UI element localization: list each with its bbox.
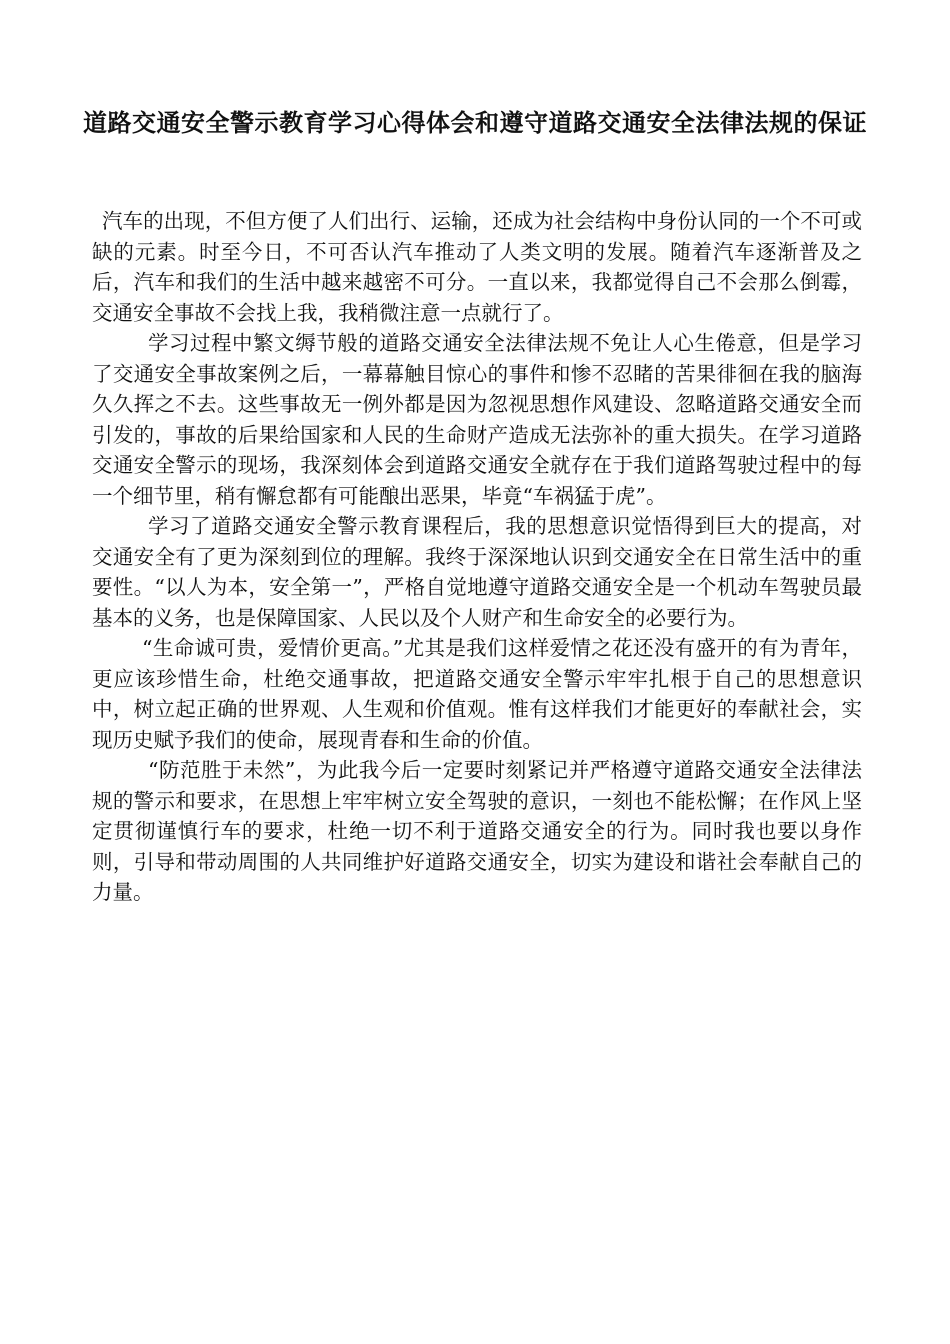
paragraph-4: “生命诚可贵，爱情价更高。”尤其是我们这样爱情之花还没有盛开的有为青年，更应该珍惜生命，杜绝交通事故，把道路交通安全警示牢牢扎根于自己的思想意识中，树立起正确的世界观、人生观和价值观。惟有这样我们才能更好的奉献社会，实现历史赋予我们的使命，展现青春和生命的价值。 <box>92 636 862 752</box>
paragraph-5: “防范胜于未然”，为此我今后一定要时刻紧记并严格遵守道路交通安全法律法规的警示和要求，在思想上牢牢树立安全驾驶的意识，一刻也不能松懈；在作风上坚定贯彻谨慎行车的要求，杜绝一切不利于道路交通安全的行为。同时我也要以身作则，引导和带动周围的人共同维护好道路交通安全，切实为建设和谐社会奉献自己的力量。 <box>92 758 862 904</box>
paragraph-1: 汽车的出现，不但方便了人们出行、运输，还成为社会结构中身份认同的一个不可或缺的元素。时至今日，不可否认汽车推动了人类文明的发展。随着汽车逐渐普及之后，汽车和我们的生活中越来越密不可分。一直以来，我都觉得自己不会那么倒霉，交通安全事故不会找上我，我稍微注意一点就行了。 <box>92 209 862 325</box>
paragraph-3: 学习了道路交通安全警示教育课程后，我的思想意识觉悟得到巨大的提高，对交通安全有了更为深刻到位的理解。我终于深深地认识到交通安全在日常生活中的重要性。“以人为本，安全第一”，严格自觉地遵守道路交通安全是一个机动车驾驶员最基本的义务，也是保障国家、人民以及个人财产和生命安全的必要行为。 <box>92 514 862 630</box>
paragraph-2: 学习过程中繁文缛节般的道路交通安全法律法规不免让人心生倦意，但是学习了交通安全事故案例之后，一幕幕触目惊心的事件和惨不忍睹的苦果徘徊在我的脑海久久挥之不去。这些事故无一例外都是因为忽视思想作风建设、忽略道路交通安全而引发的，事故的后果给国家和人民的生命财产造成无法弥补的重大损失。在学习道路交通安全警示的现场，我深刻体会到道路交通安全就存在于我们道路驾驶过程中的每一个细节里，稍有懈怠都有可能酿出恶果，毕竟“车祸猛于虎”。 <box>92 331 862 508</box>
document-title: 道路交通安全警示教育学习心得体会和遵守道路交通安全法律法规的保证 <box>83 109 867 137</box>
document-body <box>92 206 862 908</box>
